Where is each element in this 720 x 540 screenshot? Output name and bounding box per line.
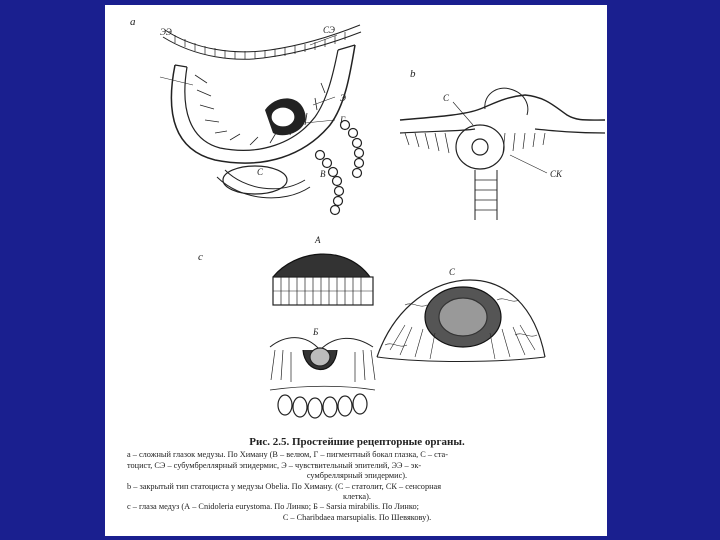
label-c-B: Б [313, 327, 319, 337]
label-ee: ЭЭ [160, 27, 172, 37]
caption-line: b – закрытый тип статоциста у медузы Obelia. По Химану. (С – статолит, СК – сенсорная [127, 481, 442, 491]
panel-c-C-drawing [377, 280, 545, 362]
label-e: Э [340, 93, 346, 103]
panel-label-b: b [410, 68, 416, 80]
label-s-b: С [443, 93, 450, 103]
panel-label-a: a [130, 16, 136, 28]
label-s-a: С [257, 167, 264, 177]
panel-c-B-drawing [270, 338, 375, 418]
caption-title: Рис. 2.5. Простейшие рецепторные органы. [249, 436, 465, 448]
caption-line: а – сложный глазок медузы. По Химану (В – велюм, Г – пигментный бокал глазка, С – ста- [127, 450, 448, 460]
caption-line: клетка). [343, 492, 371, 502]
label-c-C: С [449, 267, 456, 277]
panel-label-c: c [198, 251, 203, 263]
label-g: Г [340, 115, 346, 125]
panel-a-drawing [160, 25, 364, 215]
figure-caption [127, 437, 587, 523]
label-sk: СК [550, 169, 562, 179]
caption-line: c – глаза медуз (А – Cnidoleria eurystoma. По Линко; Б – Sarsia mirabilis. По Линко; [127, 502, 419, 512]
caption-line: сумбреллярный эпидермис). [306, 471, 408, 481]
panel-b-drawing [400, 88, 605, 220]
panel-c-A-drawing [273, 254, 373, 305]
label-v: В [320, 169, 326, 179]
scanned-page [105, 5, 607, 536]
caption-line: тоцист, СЭ – субумбреллярный эпидермис, Э – чувствительный эпителий, ЭЭ – эк- [127, 460, 422, 470]
caption-line: С – Charibdaea marsupialis. По Шевякову). [282, 512, 432, 522]
figure-illustration [105, 5, 607, 430]
label-se: СЭ [323, 25, 335, 35]
label-c-A: А [315, 235, 321, 245]
